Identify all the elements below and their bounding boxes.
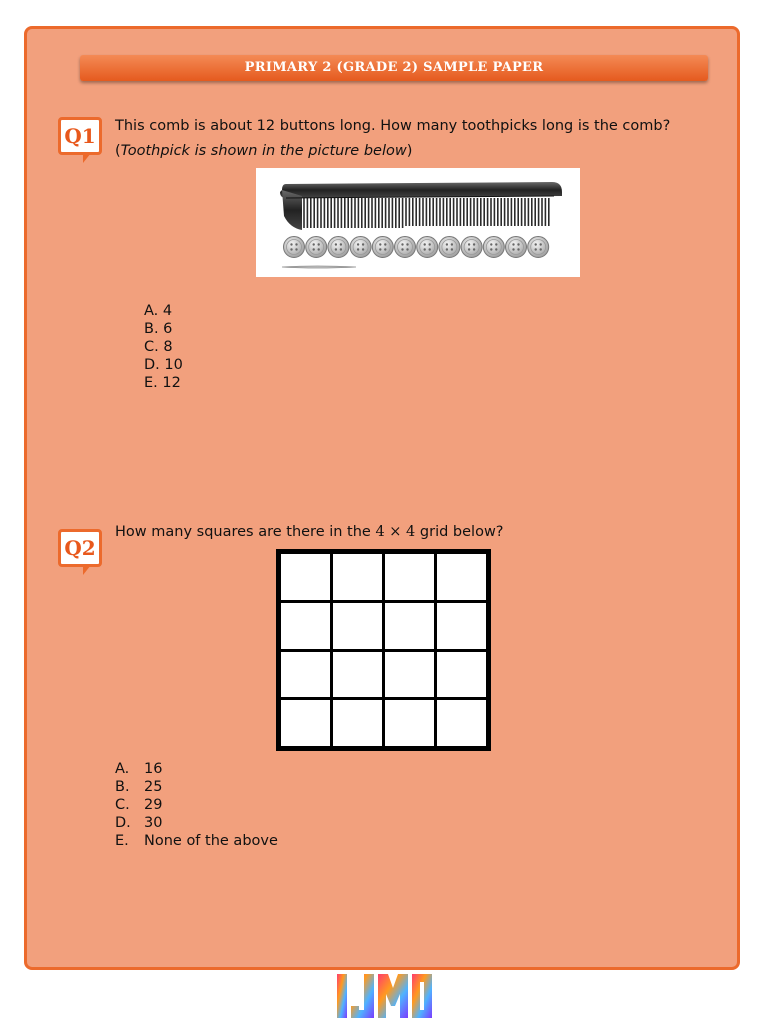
question-2-text (115, 520, 725, 545)
button-icon (439, 237, 460, 258)
question-1-note: Toothpick is shown in the picture below (120, 143, 407, 159)
button-icon (284, 237, 305, 258)
q2-option-d-text: 30 (144, 815, 163, 831)
q1-option-d-letter: D. (144, 357, 160, 373)
q2-option-b[interactable] (115, 778, 278, 796)
page-title: PRIMARY 2 (GRADE 2) SAMPLE PAPER (80, 55, 708, 81)
buttons-row (284, 237, 549, 258)
q2-option-d-letter: D. (115, 815, 131, 831)
q2-option-d[interactable] (115, 814, 278, 832)
grid-cell (333, 603, 382, 649)
button-icon (417, 237, 438, 258)
toothpick (282, 266, 356, 268)
q1-option-d[interactable] (144, 356, 183, 374)
button-icon (372, 237, 393, 258)
q1-option-b[interactable] (144, 320, 183, 338)
grid-cell (333, 554, 382, 600)
q2-option-a-text: 16 (144, 761, 163, 777)
question-1-note-open: ( (115, 143, 121, 159)
grid-cell (437, 700, 486, 746)
q1-option-a-text: 4 (162, 303, 173, 319)
question-1-note-close: ) (406, 143, 413, 159)
button-icon (328, 237, 349, 258)
grid-cell (385, 554, 434, 600)
grid-cell (437, 652, 486, 698)
question-2-badge: Q2 (58, 529, 102, 567)
question-1-prompt: This comb is about 12 buttons long. How many toothpicks long is the comb? (115, 118, 671, 134)
button-icon (306, 237, 327, 258)
q2-option-c-letter: C. (115, 797, 130, 813)
q2-option-a[interactable] (115, 760, 278, 778)
q1-option-c[interactable] (144, 338, 183, 356)
grid-cell (281, 700, 330, 746)
square-grid-figure (276, 549, 491, 751)
button-icon (350, 237, 371, 258)
grid-cell (385, 603, 434, 649)
button-icon (461, 237, 482, 258)
grid-cell (333, 652, 382, 698)
q1-option-e[interactable] (144, 374, 183, 392)
q1-option-d-text: 10 (164, 357, 183, 373)
q2-option-e[interactable] (115, 832, 278, 850)
q1-option-e-text: 12 (162, 375, 181, 391)
grid-cell (281, 603, 330, 649)
grid-cell (437, 554, 486, 600)
question-2-options (115, 760, 278, 850)
q2-option-c-text: 29 (144, 797, 163, 813)
comb-figure (256, 168, 580, 277)
q1-option-a-letter: A. (144, 303, 159, 319)
button-icon (395, 237, 416, 258)
q2-option-e-letter: E. (115, 833, 129, 849)
question-1-text (115, 114, 725, 164)
q1-option-b-letter: B. (144, 321, 159, 337)
ijmo-logo (334, 972, 434, 1020)
button-icon (528, 237, 549, 258)
q1-option-c-text: 8 (163, 339, 173, 355)
question-1-options (144, 302, 183, 392)
question-2-prompt-start: How many squares are there in the (115, 524, 376, 540)
comb-buttons-toothpick-illustration (256, 168, 580, 277)
q2-option-b-letter: B. (115, 779, 130, 795)
q2-option-e-text: None of the above (144, 833, 278, 849)
button-icon (506, 237, 527, 258)
comb (280, 182, 562, 230)
button-icon (483, 237, 504, 258)
grid-cell (385, 700, 434, 746)
grid-cell (281, 652, 330, 698)
question-2-grid-size: 4 × 4 (375, 524, 416, 540)
question-2-prompt-end: grid below? (415, 524, 504, 540)
q2-option-b-text: 25 (144, 779, 163, 795)
q1-option-a[interactable] (144, 302, 183, 320)
grid-cell (333, 700, 382, 746)
question-1-badge: Q1 (58, 117, 102, 155)
q1-option-e-letter: E. (144, 375, 158, 391)
grid-cell (385, 652, 434, 698)
q1-option-c-letter: C. (144, 339, 159, 355)
grid-cell (281, 554, 330, 600)
grid-cell (437, 603, 486, 649)
q2-option-c[interactable] (115, 796, 278, 814)
q2-option-a-letter: A. (115, 761, 130, 777)
q1-option-b-text: 6 (163, 321, 173, 337)
